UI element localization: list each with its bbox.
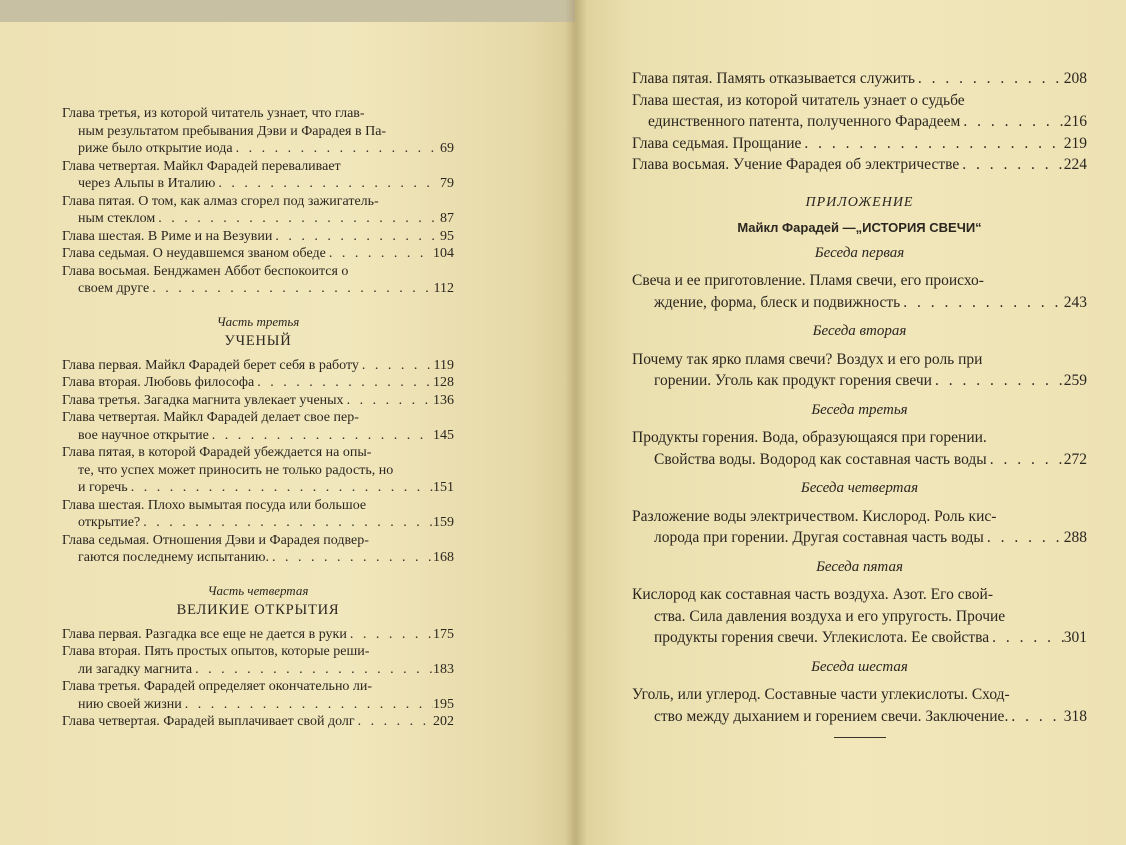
page-number: 272 (1063, 450, 1087, 468)
page-number: 224 (1063, 156, 1087, 173)
dot-leader (215, 175, 440, 193)
appendix-heading: ПРИЛОЖЕНИЕ (805, 194, 914, 210)
toc-entry-text: Продукты горения. Вода, образующаяся при горении. (632, 429, 987, 446)
page-number: 168 (433, 550, 454, 565)
page-number: 219 (1063, 134, 1087, 152)
toc-entry-text: Почему так ярко пламя свечи? Воздух и его роль при (632, 350, 983, 368)
toc-entry-text: вое научное открытие (78, 427, 209, 443)
page-number: 145 (433, 427, 454, 443)
dot-leader (915, 68, 1064, 90)
toc-entry (632, 349, 1087, 392)
toc-entry-text: ждение, форма, блеск и подвижность (654, 293, 901, 311)
part4-title: ВЕЛИКИЕ ОТКРЫТИЯ (176, 602, 340, 618)
toc-entry-text: Глава четвертая. Майкл Фарадей переваливает (62, 158, 341, 174)
page-number: 151 (433, 480, 454, 495)
toc-entry-text: продукты горения свечи. Углекислота. Ее свойства (654, 629, 990, 646)
toc-entry-text: Глава четвертая. Майкл Фарадей делает свое пер- (62, 410, 359, 425)
dot-leader (344, 392, 433, 410)
dot-leader (1008, 706, 1063, 728)
page-number: 69 (440, 141, 454, 156)
dot-leader (355, 713, 433, 731)
toc-entry-text: гаются последнему испытанию. (78, 550, 269, 565)
dot-leader (932, 370, 1064, 392)
dot-leader (959, 154, 1064, 176)
talk-title: Беседа пятая (816, 558, 903, 575)
page-number: 301 (1063, 629, 1087, 646)
toc-entry-text: открытие? (78, 515, 141, 530)
dot-leader (900, 292, 1063, 314)
end-rule (834, 737, 886, 738)
page-number: 128 (433, 375, 454, 390)
toc-entry-text: своем друге (78, 281, 150, 296)
dot-leader (801, 133, 1063, 155)
book-gutter (565, 0, 587, 845)
toc-entry-text: Глава седьмая. Прощание (632, 134, 802, 152)
toc-entry-text: Глава третья. Загадка магнита увлекает ученых (62, 392, 344, 408)
page-number: 159 (433, 515, 454, 530)
toc-entry-text: Глава вторая. Любовь философа (62, 375, 255, 390)
appendix-talk (632, 657, 1087, 728)
dot-leader (272, 228, 440, 246)
toc-entry-text: через Альпы в Италию (78, 176, 216, 191)
dot-leader (347, 626, 433, 644)
toc-entry (62, 245, 454, 263)
toc-entry (632, 68, 1087, 90)
toc-entry (632, 506, 1087, 549)
page-number: 288 (1063, 529, 1087, 546)
dot-leader (359, 357, 434, 375)
toc-entry-text: Глава пятая, в которой Фарадей убеждается на опы- (62, 445, 372, 460)
part3-entries (62, 357, 454, 567)
toc-entry (62, 643, 454, 678)
dot-leader (254, 374, 433, 392)
toc-entry (62, 497, 454, 532)
toc-entry-text: Глава седьмая. О неудавшемся званом обеде (62, 246, 326, 261)
dot-leader (128, 479, 433, 497)
page-number: 136 (433, 392, 454, 408)
page-number: 208 (1063, 70, 1087, 87)
talk-list (632, 243, 1087, 728)
toc-entry-text: Уголь, или углерод. Составные части углекислоты. Сход- (632, 686, 1010, 703)
toc-entry (632, 684, 1087, 727)
toc-entry-text: ным результатом пребывания Дэви и Фарадея в Па- (78, 123, 387, 139)
toc-entry (62, 357, 454, 375)
dot-leader (987, 449, 1064, 471)
page-number: 318 (1063, 707, 1087, 725)
toc-entry (632, 427, 1087, 470)
toc-entry-text: Кислород как составная часть воздуха. Азот. Его свой- (632, 586, 994, 603)
toc-entry-text: Глава четвертая. Фарадей выплачивает свой долг (62, 714, 355, 729)
toc-entry-text: те, что успех может приносить не только радость, но (78, 462, 394, 478)
appendix-talk (632, 478, 1087, 549)
page-number: 119 (433, 357, 454, 373)
part4-continued-entries (632, 68, 1087, 176)
right-table-of-contents (632, 68, 1087, 738)
toc-entry-text: Глава восьмая. Учение Фарадея об электричестве (632, 156, 960, 173)
part3-label: Часть третья (216, 313, 300, 329)
page-number: 202 (433, 714, 454, 729)
part4-entries (62, 626, 454, 731)
toc-entry (62, 678, 454, 713)
toc-entry (62, 409, 454, 444)
dot-leader (960, 111, 1063, 133)
toc-entry-text: Глава третья, из которой читатель узнает, что глав- (62, 106, 365, 121)
page-number: 195 (433, 696, 454, 712)
toc-entry-text: Глава пятая. О том, как алмаз сгорел под зажигатель- (62, 193, 379, 209)
appendix-subheading: Майкл Фарадей —„ИСТОРИЯ СВЕЧИ“ (737, 220, 982, 235)
toc-entry-text: Глава третья. Фарадей определяет окончательно ли- (62, 679, 373, 694)
toc-entry-text: Глава вторая. Пять простых опытов, которые реши- (62, 644, 370, 659)
toc-entry-text: Глава первая. Разгадка все еще не дается в руки (62, 626, 347, 642)
talk-title: Беседа четвертая (800, 480, 919, 496)
toc-entry-text: Глава шестая, из которой читатель узнает о судьбе (632, 91, 965, 109)
page-number: 112 (433, 281, 454, 296)
toc-entry-text: Глава седьмая. Отношения Дэви и Фарадея подвер- (62, 532, 369, 548)
appendix-talk (632, 557, 1087, 649)
toc-entry-text: ство между дыханием и горением свечи. Заключение. (654, 707, 1009, 725)
toc-entry-text: единственного патента, полученного Фарадеем (648, 113, 961, 130)
dot-leader (984, 527, 1064, 549)
talk-title: Беседа вторая (812, 323, 907, 339)
toc-entry-text: Глава шестая. В Риме и на Везувии (62, 228, 273, 244)
page-number: 259 (1063, 372, 1087, 389)
toc-entry (62, 193, 454, 228)
toc-entry (62, 105, 454, 158)
page-number: 87 (440, 211, 454, 226)
toc-entry (632, 584, 1087, 649)
toc-entry (62, 228, 454, 246)
dot-leader (140, 514, 433, 532)
dot-leader (149, 280, 433, 298)
page-number: 175 (433, 626, 454, 642)
appendix-talk (632, 321, 1087, 392)
part3-title: УЧЕНЫЙ (224, 333, 292, 349)
page-number: 95 (440, 228, 454, 244)
page-number: 216 (1063, 113, 1087, 130)
talk-title: Беседа первая (814, 244, 905, 261)
toc-entry (62, 158, 454, 193)
appendix-talk (632, 243, 1087, 314)
dot-leader (269, 549, 433, 567)
part4-label: Часть четвертая (207, 582, 309, 598)
toc-entry (62, 713, 454, 731)
toc-entry (632, 133, 1087, 155)
toc-entry (632, 154, 1087, 176)
toc-entry-text: нию своей жизни (78, 696, 182, 712)
toc-entry-text: Свеча и ее приготовление. Пламя свечи, его происхо- (632, 272, 984, 289)
toc-entry-text: и горечь (78, 480, 128, 495)
toc-entry (62, 392, 454, 410)
page-number: 79 (440, 176, 454, 191)
toc-entry (62, 263, 454, 298)
dot-leader (209, 427, 433, 445)
dot-leader (233, 140, 440, 158)
toc-entry (62, 444, 454, 497)
toc-entry (62, 374, 454, 392)
left-table-of-contents (62, 105, 454, 731)
dot-leader (182, 696, 433, 714)
part2-entries (62, 105, 454, 298)
page-number: 243 (1063, 293, 1087, 311)
talk-title: Беседа шестая (811, 658, 908, 675)
toc-entry (632, 270, 1087, 313)
toc-entry-text: Глава первая. Майкл Фарадей берет себя в работу (62, 357, 359, 373)
toc-entry (62, 626, 454, 644)
toc-entry-text: горении. Уголь как продукт горения свечи (654, 372, 932, 389)
dot-leader (989, 627, 1064, 649)
toc-entry-text: Глава пятая. Память отказывается служить (632, 70, 915, 87)
toc-entry-text: риже было открытие иода (78, 141, 233, 156)
toc-entry (632, 90, 1087, 133)
toc-entry-text: ным стеклом (78, 211, 156, 226)
toc-entry-text: Разложение воды электричеством. Кислород. Роль кис- (632, 507, 997, 525)
toc-entry-text: лорода при горении. Другая составная часть воды (654, 529, 984, 546)
toc-entry-text: ства. Сила давления воздуха и его упругость. Прочие (654, 607, 1006, 625)
toc-entry-text: Глава восьмая. Бенджамен Аббот беспокоится о (62, 263, 349, 279)
appendix-talk (632, 400, 1087, 471)
page-number: 104 (433, 246, 454, 261)
toc-entry-text: Свойства воды. Водород как составная часть воды (654, 450, 987, 468)
dot-leader (155, 210, 440, 228)
toc-entry-text: ли загадку магнита (78, 661, 193, 677)
dot-leader (192, 661, 433, 679)
dot-leader (326, 245, 433, 263)
toc-entry (62, 532, 454, 567)
toc-entry-text: Глава шестая. Плохо вымытая посуда или большое (62, 497, 367, 513)
talk-title: Беседа третья (811, 401, 908, 418)
page-number: 183 (433, 661, 454, 677)
